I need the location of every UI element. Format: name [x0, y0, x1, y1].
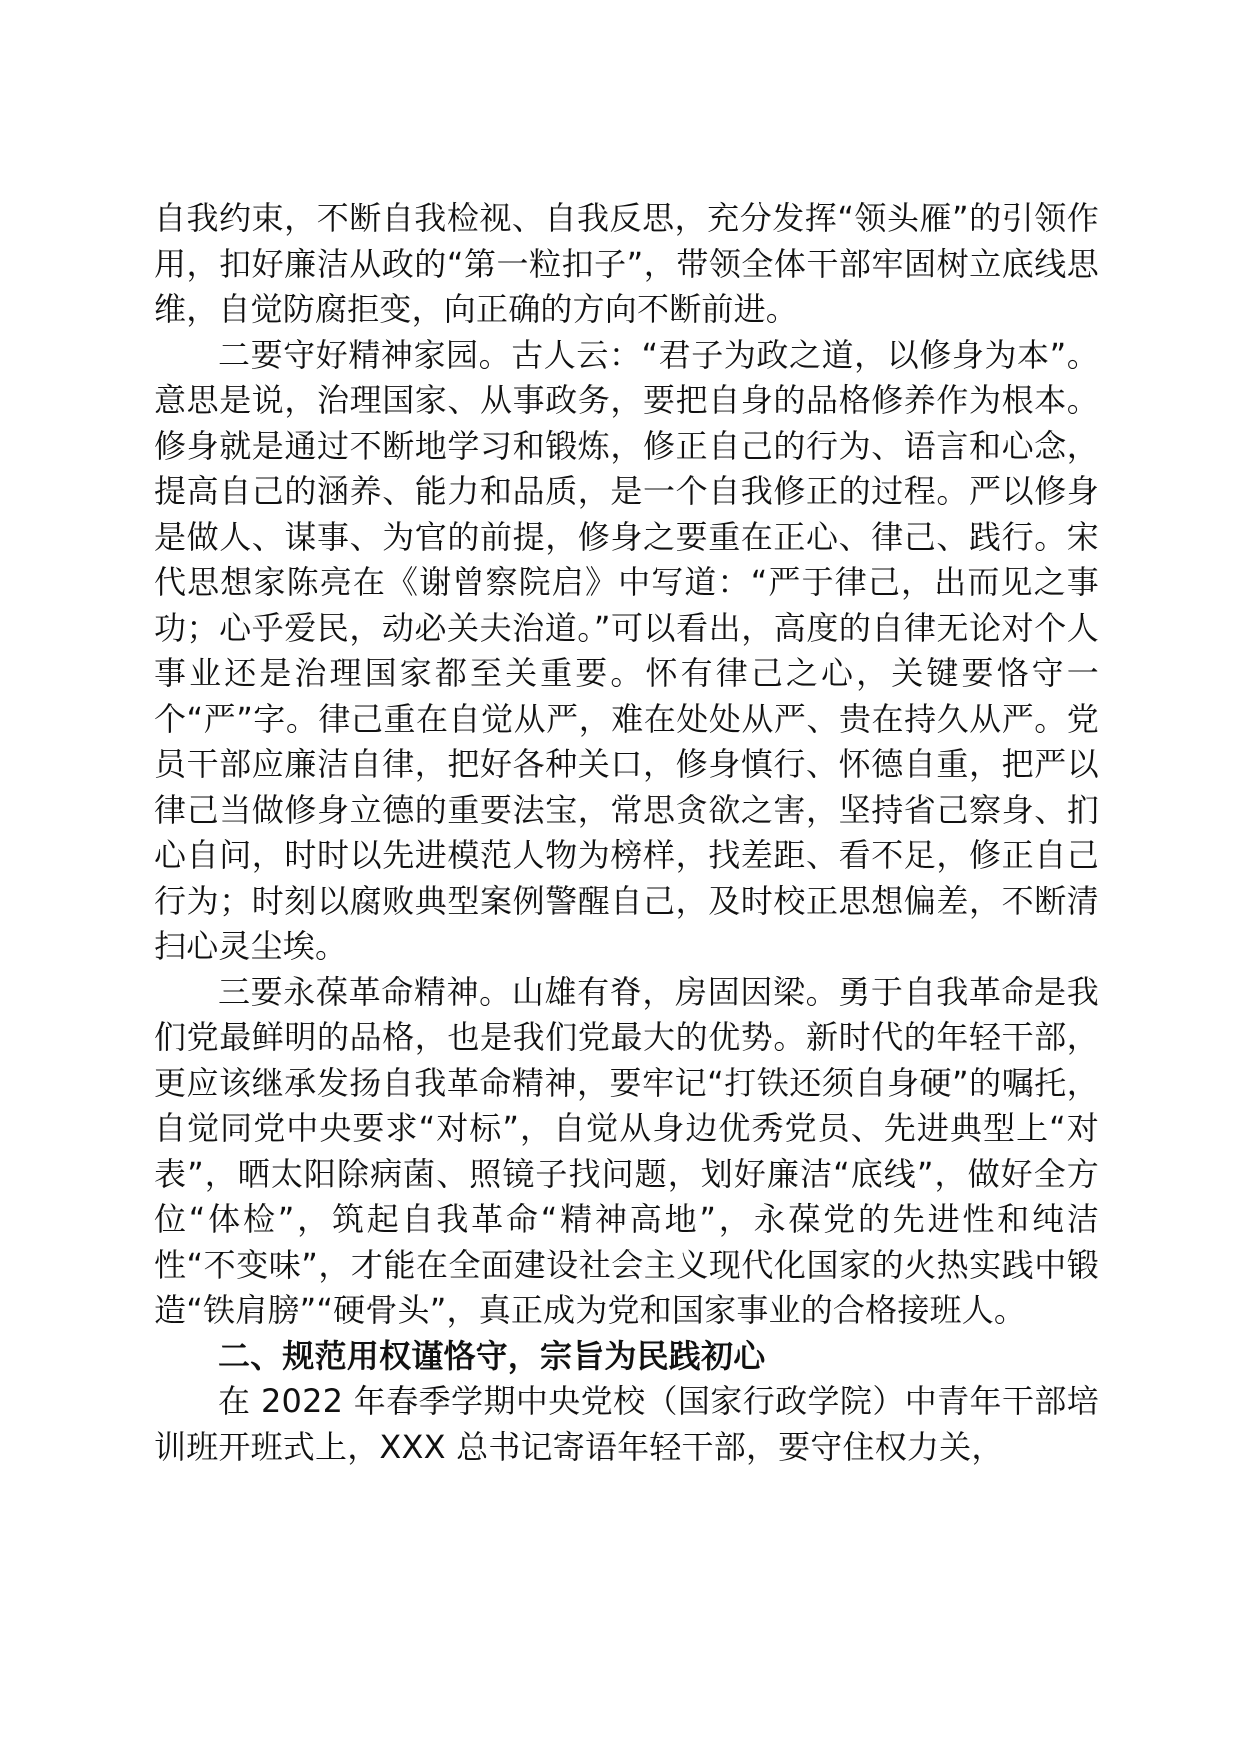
paragraph-spiritual-home: 二要守好精神家园。古人云：“君子为政之道，以修身为本”。意思是说，治理国家、从事政务，要把自身的品格修养作为根本。修身就是通过不断地学习和锻炼，修正自己的行为、语言和心念，提高自己的涵养、能力和品质，是一个自我修正的过程。严以修身是做人、谋事、为官的前提，修身之要重在正心、律己、践行。宋代思想家陈亮在《谢曾察院启》中写道：“严于律己，出而见之事功；心乎爱民，动必关夫治道。”可以看出，高度的自律无论对个人事业还是治理国家都至关重要。怀有律己之心，关键要恪守一个“严”字。律己重在自觉从严，难在处处从严、贵在持久从严。党员干部应廉洁自律，把好各种关口，修身慎行、怀德自重，把严以律己当做修身立德的重要法宝，常思贪欲之害，坚持省己察身、扪心自问，时时以先进模范人物为榜样，找差距、看不足，修正自己行为；时刻以腐败典型案例警醒自己，及时校正思想偏差，不断清扫心灵尘埃。: [154, 335, 1099, 965]
document-page: [154, 196, 1099, 1470]
paragraph-revolutionary-spirit: 三要永葆革命精神。山雄有脊，房固因梁。勇于自我革命是我们党最鲜明的品格，也是我们党最大的优势。新时代的年轻干部，更应该继承发扬自我革命精神，要牢记“打铁还须自身硬”的嘱托，自觉同党中央要求“对标”，自觉从身边优秀党员、先进典型上“对表”，晒太阳除病菌、照镜子找问题，划好廉洁“底线”，做好全方位“体检”，筑起自我革命“精神高地”，永葆党的先进性和纯洁性“不变味”，才能在全面建设社会主义现代化国家的火热实践中锻造“铁肩膀”“硬骨头”，真正成为党和国家事业的合格接班人。: [154, 972, 1099, 1329]
section-heading: 二、规范用权谨恪守，宗旨为民践初心: [218, 1336, 766, 1375]
paragraph-self-restraint: 自我约束，不断自我检视、自我反思，充分发挥“领头雁”的引领作用，扣好廉洁从政的“第一粒扣子”，带领全体干部牢固树立底线思维，自觉防腐拒变，向正确的方向不断前进。: [154, 199, 1099, 328]
paragraph-party-school: 在 2022 年春季学期中央党校（国家行政学院）中青年干部培训班开班式上，XXX 总书记寄语年轻干部，要守住权力关，: [154, 1382, 1099, 1466]
